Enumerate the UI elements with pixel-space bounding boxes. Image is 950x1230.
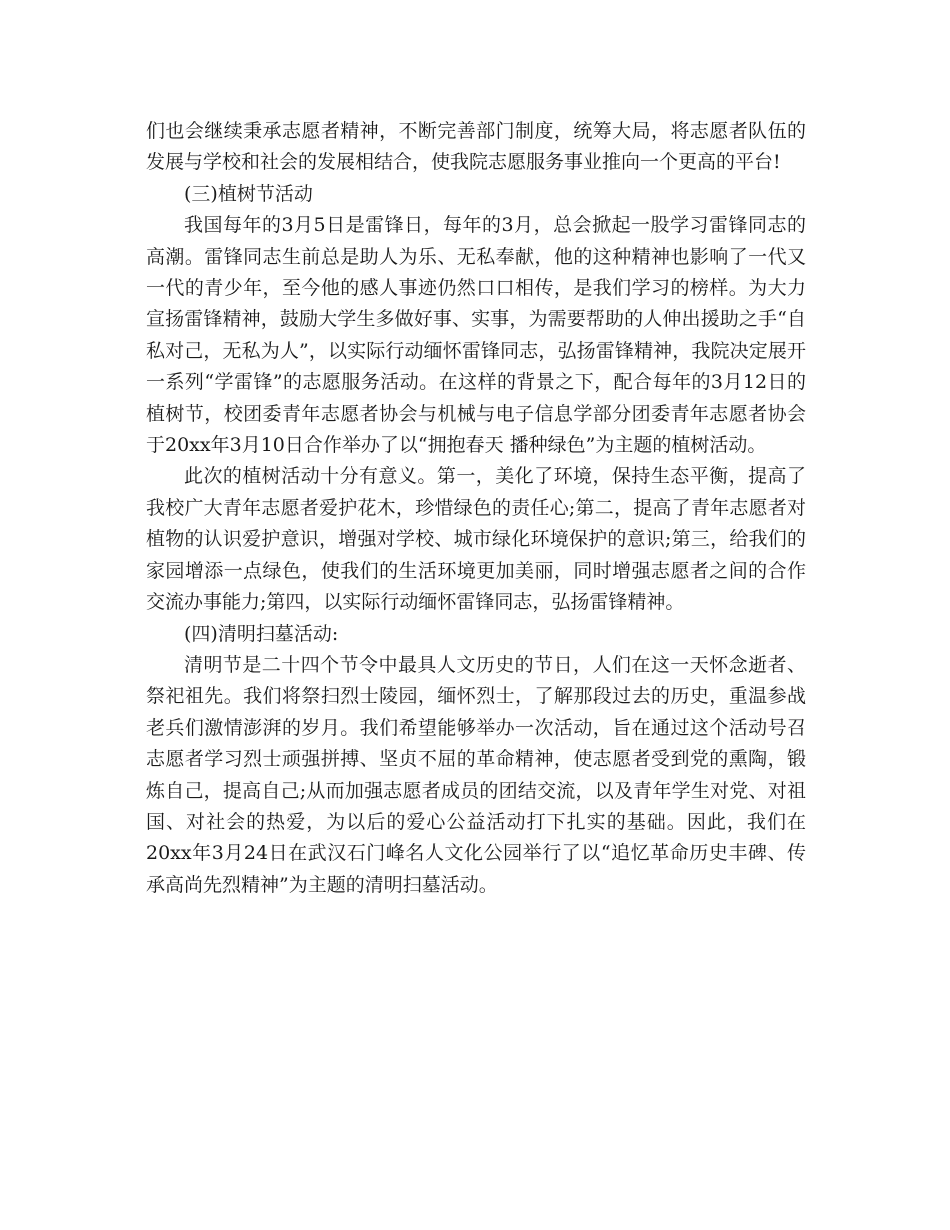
paragraph-qingming-activity: 清明节是二十四个节令中最具人文历史的节日，人们在这一天怀念逝者、祭祀祖先。我们将祭扫烈士陵园，缅怀烈士，了解那段过去的历史，重温参战老兵们激情澎湃的岁月。我们希望能够举办一次活动，旨在通过这个活动号召志愿者学习烈士顽强拼搏、坚贞不屈的革命精神，使志愿者受到党的熏陶，锻炼自己，提高自己;从而加强志愿者成员的团结交流，以及青年学生对党、对祖国、对社会的热爱，为以后的爱心公益活动打下扎实的基础。因此，我们在20xx年3月24日在武汉石门峰名人文化公园举行了以“追忆革命历史丰碑、传承高尚先烈精神”为主题的清明扫墓活动。 (146, 653, 806, 896)
document-body (146, 116, 806, 901)
paragraph-tree-planting-significance: 此次的植树活动十分有意义。第一，美化了环境，保持生态平衡，提高了我校广大青年志愿者爱护花木，珍惜绿色的责任心;第二，提高了青年志愿者对植物的认识爱护意识，增强对学校、城市绿化环境保护的意识;第三，给我们的家园增添一点绿色，使我们的生活环境更加美丽，同时增强志愿者之间的合作交流办事能力;第四，以实际行动缅怀雷锋同志，弘扬雷锋精神。 (146, 465, 806, 614)
section-heading-qingming: (四)清明扫墓活动: (184, 622, 339, 645)
section-heading-tree-planting: (三)植树节活动 (184, 182, 313, 205)
paragraph-continuation: 们也会继续秉承志愿者精神，不断完善部门制度，统筹大局，将志愿者队伍的发展与学校和社会的发展相结合，使我院志愿服务事业推向一个更高的平台! (146, 120, 806, 174)
paragraph-tree-planting-background: 我国每年的3月5日是雷锋日，每年的3月，总会掀起一股学习雷锋同志的高潮。雷锋同志生前总是助人为乐、无私奉献，他的这种精神也影响了一代又一代的青少年，至今他的感人事迹仍然口口相传，是我们学习的榜样。为大力宣扬雷锋精神，鼓励大学生多做好事、实事，为需要帮助的人伸出援助之手“自私对己，无私为人”，以实际行动缅怀雷锋同志，弘扬雷锋精神，我院决定展开一系列“学雷锋”的志愿服务活动。在这样的背景之下，配合每年的3月12日的植树节，校团委青年志愿者协会与机械与电子信息学部分团委青年志愿者协会于20xx年3月10日合作举办了以“拥抱春天 播种绿色”为主题的植树活动。 (146, 214, 806, 457)
